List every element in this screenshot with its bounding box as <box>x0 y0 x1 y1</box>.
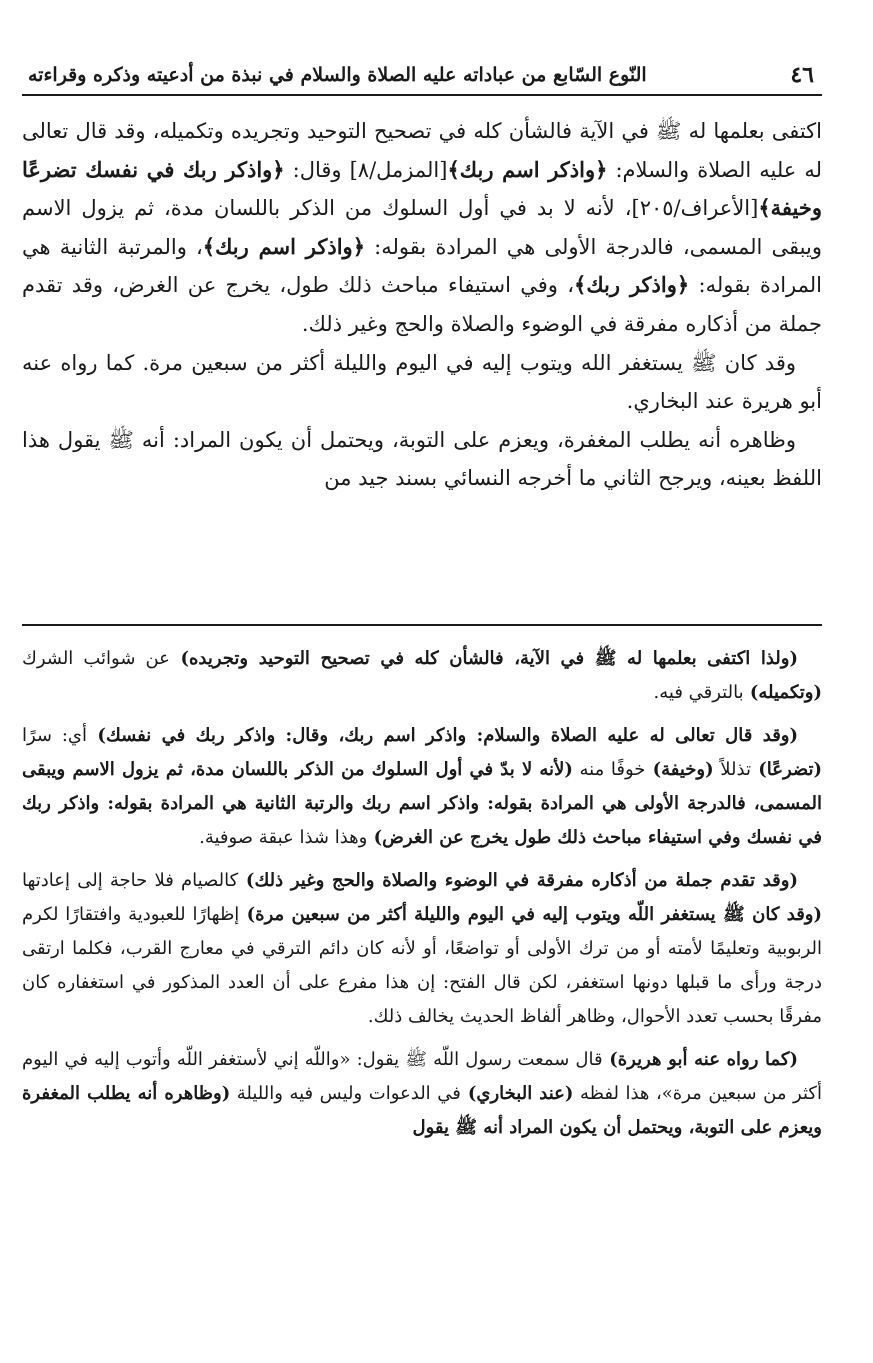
commentary-section <box>22 642 822 1322</box>
text-run: كالصيام فلا حاجة إلى إعادتها <box>22 870 239 891</box>
text-run: ، والمرتبة الثانية هي المرادة بقوله: <box>22 234 822 298</box>
commentary-paragraph-4 <box>22 1043 822 1145</box>
bold-run: (كما رواه عنه أبو هريرة) <box>602 1049 798 1070</box>
text-run: إظهارًا للعبودية وافتقارًا لكرم الربوبية وتعليمًا لأمته أو من ترك الأولى أو تواضعًا، أو لأنه كان دائم الترقي في معارج القرب، فكلما ارتقى درجة ورأى ما قبلها دونها استغفر، لكن قال الفتح: إن هذا مفرع على أن العدد المذكور في استغفاره كان مفرقًا بحسب تعدد الأحوال، وظاهر ألفاظ الحديث يخالف ذلك. <box>22 904 822 1027</box>
commentary-paragraph-3 <box>22 864 822 1034</box>
bold-run: (وقد قال تعالى له عليه الصلاة والسلام: واذكر اسم ربك، وقال: واذكر ربك في نفسك) <box>87 725 799 746</box>
bold-run: ﴿واذكر اسم ربك﴾ <box>447 156 608 182</box>
text-run: أي: سرًا <box>22 725 88 746</box>
page-number: ٤٦ <box>790 62 814 88</box>
text-run: في الدعوات وليس فيه والليلة <box>230 1083 461 1104</box>
text-run: وهذا شذا عبقة صوفية. <box>199 827 368 848</box>
commentary-paragraph-1 <box>22 642 822 710</box>
bold-run: (وخيفة) <box>645 759 714 780</box>
main-paragraph-3: وظاهره أنه يطلب المغفرة، ويعزم على التوبة، ويحتمل أن يكون المراد: أنه ﷺ يقول هذا اللفظ بعينه، ويرجح الثاني ما أخرجه النسائي بسند جيد من <box>22 427 822 491</box>
bold-run: ﴿واذكر اسم ربك﴾ <box>202 233 366 259</box>
text-run: ، وفي استيفاء مباحث ذلك طول، يخرج عن الغرض، وقد تقدم جملة من أذكاره مفرقة في الوضوء والصلاة والحج وغير ذلك. <box>22 273 822 336</box>
bold-run: (تضرعًا) <box>751 759 822 780</box>
text-run: تذللاً <box>713 759 751 780</box>
text-run: بالترقي فيه. <box>653 682 744 703</box>
bold-run: ﴿واذكر ربك﴾ <box>574 272 690 298</box>
commentary-paragraph-2 <box>22 719 822 855</box>
text-run: خوفًا منه <box>572 759 646 780</box>
bold-run: (عند البخاري) <box>460 1083 574 1104</box>
bold-run: (وظاهره أنه يطلب المغفرة ويعزم على التوبة، ويحتمل أن يكون المراد أنه ﷺ يقول <box>22 1083 822 1138</box>
text-run: اكتفى بعلمها له ﷺ في الآية فالشأن كله في تصحيح التوحيد وتجريده وتكميله، وقد قال تعالى له عليه الصلاة والسلام: <box>22 119 822 182</box>
book-page <box>22 0 822 1363</box>
main-paragraph-1 <box>22 112 822 344</box>
bold-run: (ولذا اكتفى بعلمها له ﷺ في الآية، فالشأن كله في تصحيح التوحيد وتجريده) <box>169 648 798 669</box>
main-text <box>22 112 822 602</box>
footnote-separator <box>22 624 822 626</box>
text-run: [الأعراف/٢٠٥]، لأنه لا بد في أول السلوك من الذكر باللسان مدة، ثم يزول الاسم ويبقى المسمى، فالدرجة الأولى هي المرادة بقوله: <box>22 196 822 259</box>
text-run: قال سمعت رسول اللّه ﷺ يقول: «واللّه إني لأستغفر اللّه وأتوب إليه في اليوم أكثر من سبعين مرة»، هذا لفظه <box>22 1049 822 1104</box>
page-header <box>22 56 822 96</box>
main-paragraph-2: وقد كان ﷺ يستغفر الله ويتوب إليه في اليوم والليلة أكثر من سبعين مرة. كما رواه عنه أبو هريرة عند البخاري. <box>22 350 822 414</box>
bold-run: ﴿واذكر ربك في نفسك تضرعًا وخيفة﴾ <box>22 156 822 221</box>
bold-run: (وتكميله) <box>743 682 822 703</box>
bold-run: (وقد تقدم جملة من أذكاره مفرقة في الوضوء والصلاة والحج وغير ذلك) <box>238 870 798 891</box>
bold-run: (لأنه لا بدّ في أول السلوك من الذكر باللسان مدة، ثم يزول الاسم ويبقى المسمى، فالدرجة الأولى هي المرادة بقوله: واذكر اسم ربك والرتبة الثانية هي المرادة بقوله: واذكر ربك في نفسك وفي استيفاء مباحث ذلك طول يخرج عن الغرض) <box>22 759 822 848</box>
running-title: النّوع السّابع من عباداته عليه الصلاة والسلام في نبذة من أدعيته وذكره وقراءته <box>28 64 647 86</box>
bold-run: (وقد كان ﷺ يستغفر اللّه ويتوب إليه في اليوم والليلة أكثر من سبعين مرة) <box>239 904 822 925</box>
text-run: [المزمل/٨] وقال: <box>284 157 448 182</box>
text-run: عن شوائب الشرك <box>22 648 170 669</box>
